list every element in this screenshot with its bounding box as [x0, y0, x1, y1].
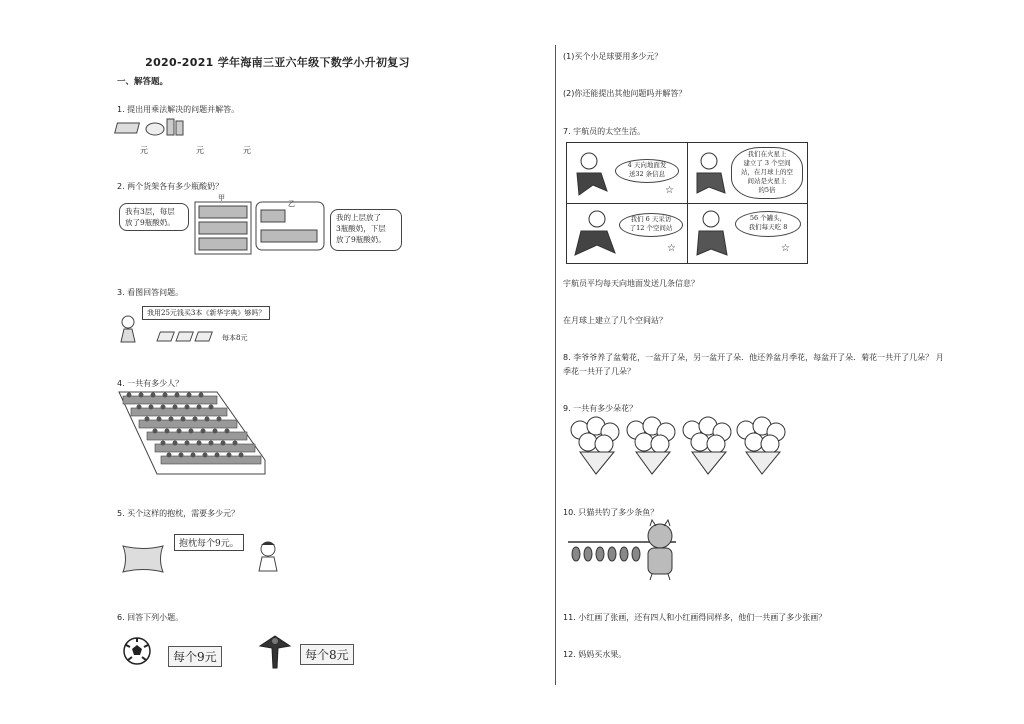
- comic-cell-2-line-5: 的5倍: [758, 186, 776, 194]
- question-2: 2. 两个货架各有多少瓶酸奶？: [117, 182, 224, 191]
- comic-cell-4-bubble: [735, 211, 801, 237]
- boy-icon: [256, 540, 280, 572]
- girl-icon: [118, 315, 138, 343]
- q2-bubble-left: [119, 203, 189, 231]
- q2-bubble-left-line-1: 我有3层，每层: [125, 207, 175, 216]
- question-7-ask-1: 宇航员平均每天向地面发送几条信息？: [563, 279, 699, 288]
- comic-cell-3-bubble: [619, 213, 683, 237]
- astronaut-1-icon: [573, 151, 609, 197]
- q6-price-1: 每个9元: [168, 646, 222, 667]
- shelf-a-illustration: [194, 196, 252, 256]
- q3-price: 每本8元: [222, 334, 248, 342]
- comic-cell-2-line-3: 站，在月球上的空: [741, 168, 793, 176]
- q2-bubble-right-line-3: 放了9瓶酸奶。: [336, 235, 386, 244]
- comic-cell-1-bubble: [615, 159, 679, 183]
- kite-icon: [258, 634, 292, 670]
- soccer-ball-icon: [122, 636, 152, 666]
- question-5: 5. 买个这样的抱枕，需要多少元？: [117, 509, 240, 518]
- q2-bubble-right-line-2: 3瓶酸奶，下层: [336, 224, 386, 233]
- dictionary-books-illustration: [160, 330, 218, 342]
- comic-cell-1-line-2: 送32 条信息: [628, 170, 666, 178]
- question-10: 10. 只猫共钓了多少条鱼？: [563, 508, 659, 517]
- question-8-line-2: 季花一共开了几朵？: [563, 367, 635, 376]
- shelf-b-label: 乙: [288, 200, 295, 208]
- comic-cell-2-line-2: 建立了 3 个空间: [743, 159, 791, 167]
- comic-cell-3-line-2: 了12 个空间站: [629, 224, 673, 232]
- question-12: 12. 妈妈买水果。: [563, 650, 627, 659]
- q2-bubble-left-line-2: 放了9瓶酸奶。: [125, 218, 175, 227]
- comic-cell-4-line-2: 我们每天吃 8: [748, 223, 788, 231]
- comic-divider-horizontal: [567, 203, 807, 204]
- astronaut-3-icon: [571, 209, 617, 259]
- question-9: 9. 一共有多少朵花？: [563, 404, 638, 413]
- question-3: 3. 看图回答问题。: [117, 288, 184, 297]
- bleachers-crowd-illustration: [117, 390, 267, 476]
- q2-bubble-right: [330, 209, 402, 251]
- page-title: 2020-2021 学年海南三亚六年级下数学小升初复习: [145, 56, 410, 69]
- flower-bouquets-illustration: [566, 416, 784, 478]
- question-6-2: (2)你还能提出其他问题吗并解答？: [563, 89, 687, 98]
- question-1: 1. 提出用乘法解决的问题并解答。: [117, 105, 240, 114]
- comic-cell-3-line-1: 我们 6 天采访: [630, 215, 672, 223]
- astronaut-2-icon: [693, 151, 729, 197]
- q1-items-illustration: [117, 117, 187, 139]
- question-6-1: (1)买个小足球要用多少元？: [563, 52, 663, 61]
- comic-cell-2-line-4: 间站是火星上: [747, 177, 787, 185]
- astronaut-comic-grid: [566, 142, 808, 264]
- q6-price-2: 每个8元: [300, 644, 354, 665]
- astronaut-4-icon: [695, 209, 731, 259]
- question-6: 6. 回答下列小题。: [117, 613, 184, 622]
- star-icon: ☆: [665, 185, 674, 196]
- q1-unit-3: 元: [243, 146, 251, 155]
- comic-cell-4-line-1: 56 个罐头，: [749, 214, 787, 222]
- star-icon: ☆: [781, 243, 790, 254]
- q1-unit-2: 元: [196, 146, 204, 155]
- column-divider: [555, 45, 556, 685]
- comic-cell-1-line-1: 4 天向地面发: [627, 161, 667, 169]
- q2-bubble-right-line-1: 我的上层放了: [336, 213, 381, 222]
- question-8-line-1: 8. 李爷爷养了盆菊花，一盆开了朵，另一盆开了朵．他还养盆月季花，每盆开了朵．菊花一共开了几朵？ 月: [563, 353, 944, 362]
- q1-unit-1: 元: [140, 146, 148, 155]
- question-7-ask-2: 在月球上建立了几个空间站？: [563, 316, 667, 325]
- question-7: 7. 宇航员的太空生活。: [563, 127, 646, 136]
- question-11: 11. 小红画了张画，还有四人和小红画得同样多，他们一共画了多少张画？: [563, 613, 827, 622]
- cat-fishing-illustration: [566, 522, 690, 580]
- q5-price-box: 抱枕每个9元。: [174, 534, 244, 551]
- star-icon: ☆: [667, 243, 676, 254]
- question-4: 4. 一共有多少人？: [117, 379, 184, 388]
- shelf-a-label: 甲: [218, 194, 225, 202]
- section-heading: 一、解答题。: [117, 77, 169, 87]
- pillow-illustration: [120, 543, 166, 575]
- q3-speech-box: 我用25元钱买3本《新华字典》够吗？: [142, 306, 270, 320]
- comic-cell-2-bubble: [731, 147, 803, 199]
- comic-cell-2-line-1: 我们在火星上: [747, 150, 787, 158]
